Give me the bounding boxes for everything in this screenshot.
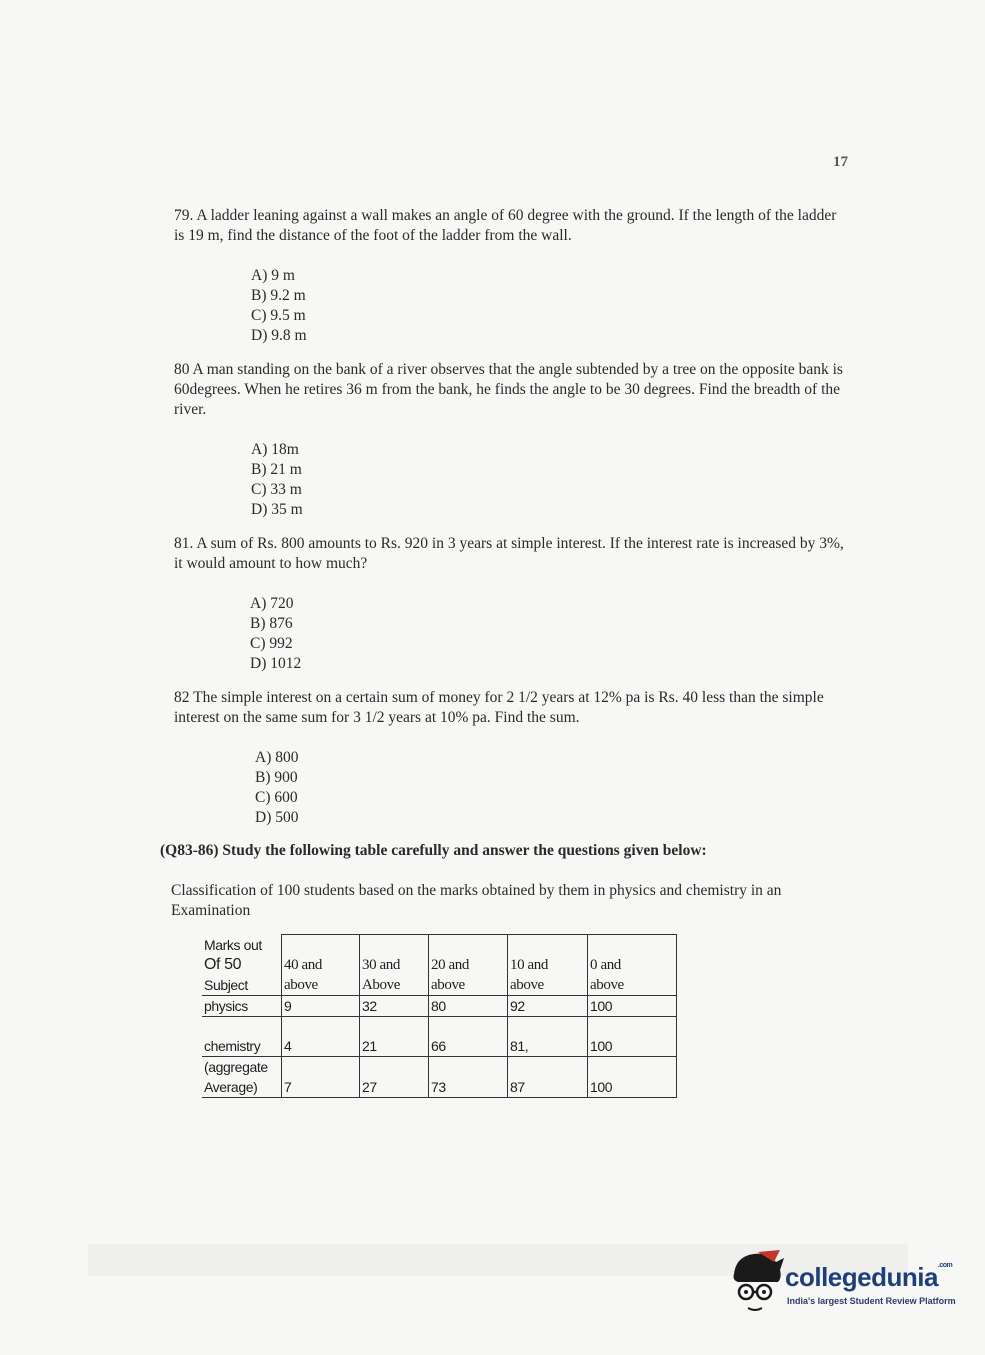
option-d: D) 35 m <box>251 501 303 518</box>
option-c: C) 600 <box>255 789 298 806</box>
table-cell: 9 <box>282 995 360 1016</box>
mascot-icon <box>728 1248 788 1318</box>
table-cell: 21 <box>360 1016 429 1056</box>
header-cell-marks-subject <box>202 935 282 996</box>
table-caption: Classification of 100 students based on the marks obtained by them in physics and chemistry in an Examination <box>171 882 782 919</box>
option-b: B) 876 <box>250 615 293 632</box>
header-line: 30 and <box>362 956 401 973</box>
table-cell: 100 <box>588 1016 677 1056</box>
question-81-text: 81. A sum of Rs. 800 amounts to Rs. 920 in 3 years at simple interest. If the interest rate is increased by 3%, it would amount to how much? <box>174 535 844 572</box>
option-a: A) 18m <box>251 441 299 458</box>
collegedunia-logo <box>728 1248 958 1318</box>
section-heading: (Q83-86) Study the following table carefully and answer the questions given below: <box>160 842 707 859</box>
table-cell: 73 <box>429 1056 508 1097</box>
header-cell <box>429 935 508 996</box>
header-line: above <box>431 976 465 993</box>
table-row-physics <box>202 995 677 1016</box>
header-line: 20 and <box>431 956 470 973</box>
table-cell: 80 <box>429 995 508 1016</box>
header-line: Above <box>362 976 400 993</box>
header-line: above <box>590 976 624 993</box>
table-row-chemistry <box>202 1016 677 1056</box>
question-80-options <box>251 440 303 520</box>
row-label-line: (aggregate <box>204 1058 268 1075</box>
row-label <box>202 1056 282 1097</box>
table-cell: 100 <box>588 995 677 1016</box>
option-c: C) 33 m <box>251 481 302 498</box>
table-cell: 81, <box>508 1016 588 1056</box>
header-cell <box>508 935 588 996</box>
option-a: A) 9 m <box>251 267 295 284</box>
question-81-options <box>250 594 301 674</box>
table-cell: 87 <box>508 1056 588 1097</box>
brand-tagline: India's largest Student Review Platform <box>787 1296 956 1306</box>
brand-wordmark: collegedunia <box>785 1262 938 1292</box>
brand-suffix: .com <box>937 1262 953 1269</box>
header-cell <box>282 935 360 996</box>
header-line: above <box>510 976 544 993</box>
header-line: 0 and <box>590 956 621 973</box>
option-a: A) 720 <box>250 595 294 612</box>
header-cell <box>360 935 429 996</box>
option-d: D) 9.8 m <box>251 327 307 344</box>
marks-table <box>202 934 677 1098</box>
question-80-text: 80 A man standing on the bank of a river observes that the angle subtended by a tree on the opposite bank is 60degrees. When he retires 36 m from the bank, he finds the angle to be 30 degrees. Find the breadth of the river. <box>174 361 843 418</box>
option-b: B) 9.2 m <box>251 287 306 304</box>
table-cell: 4 <box>282 1016 360 1056</box>
header-cell <box>588 935 677 996</box>
option-b: B) 900 <box>255 769 298 786</box>
header-line: 10 and <box>510 956 549 973</box>
option-d: D) 1012 <box>250 655 302 672</box>
page-number: 17 <box>833 154 848 170</box>
row-label: chemistry <box>202 1016 282 1056</box>
option-d: D) 500 <box>255 809 299 826</box>
option-b: B) 21 m <box>251 461 302 478</box>
question-82-options <box>255 748 298 828</box>
header-line: above <box>284 976 318 993</box>
option-a: A) 800 <box>255 749 299 766</box>
header-line: 40 and <box>284 956 323 973</box>
table-header-row <box>202 935 677 996</box>
table-cell: 27 <box>360 1056 429 1097</box>
table-cell: 7 <box>282 1056 360 1097</box>
table-row-aggregate <box>202 1056 677 1097</box>
table-cell: 66 <box>429 1016 508 1056</box>
header-line: Of 50 <box>204 955 242 973</box>
question-82-text: 82 The simple interest on a certain sum of money for 2 1/2 years at 12% pa is Rs. 40 less than the simple interest on the same sum for 3 1/2 years at 10% pa. Find the sum. <box>174 689 824 726</box>
table-cell: 100 <box>588 1056 677 1097</box>
option-c: C) 9.5 m <box>251 307 306 324</box>
table-cell: 92 <box>508 995 588 1016</box>
option-c: C) 992 <box>250 635 293 652</box>
brand-name <box>785 1262 952 1293</box>
table-cell: 32 <box>360 995 429 1016</box>
header-line: Marks out <box>204 936 262 953</box>
question-79-text: 79. A ladder leaning against a wall makes an angle of 60 degree with the ground. If the length of the ladder is 19 m, find the distance of the foot of the ladder from the wall. <box>174 207 837 244</box>
row-label-line: Average) <box>204 1078 258 1095</box>
question-79-options <box>251 266 307 346</box>
header-line: Subject <box>204 976 248 993</box>
row-label: physics <box>202 995 282 1016</box>
